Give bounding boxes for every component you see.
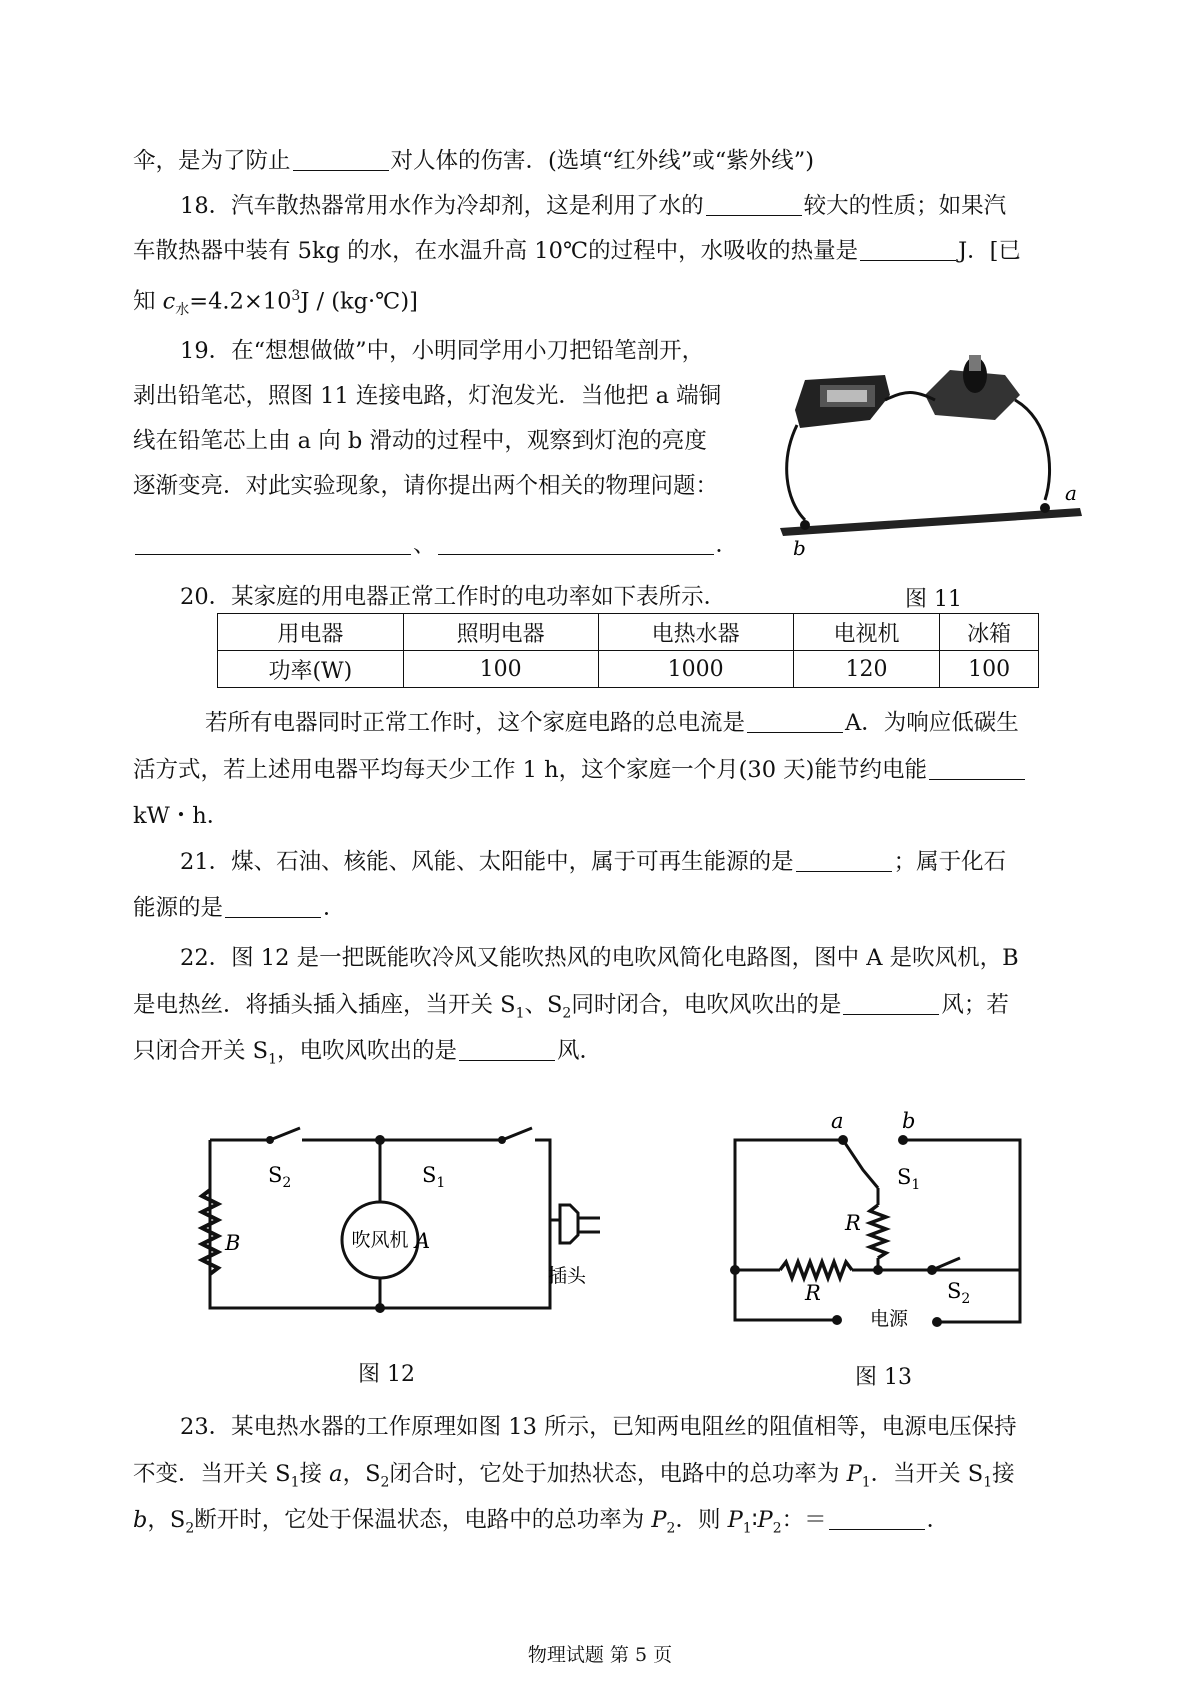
q22-line-2: 是电热丝．将插头插入插座，当开关 $S_1$、$S_2$同时闭合，电吹风吹出的是 风；若 [133, 992, 1009, 1022]
plug-label: 插头 [548, 1265, 587, 1287]
q23-line-1: 23．某电热水器的工作原理如图 13 所示，已知两电阻丝的阻值相等，电源电压保持 [180, 1414, 1017, 1440]
answer-blank[interactable] [706, 193, 802, 216]
q20-line-3: kW・h． [133, 803, 230, 829]
label-A: A [415, 1229, 431, 1253]
q19-line-3: 线在铅笔芯上由 a 向 b 滑动的过程中，观察到灯泡的亮度 [133, 428, 707, 454]
label-s1: $S_1$ [422, 1163, 446, 1191]
q21-line-1: 21．煤、石油、核能、风能、太阳能中，属于可再生能源的是 ；属于化石 [180, 849, 1007, 875]
fig13-caption: 图 13 [855, 1365, 912, 1390]
q23-line-3: b，$S_2$断开时，它处于保温状态，电路中的总功率为 $P_2$．则 $P_1∶P_2$：＝ ． [133, 1507, 950, 1537]
q20-intro: 20．某家庭的用电器正常工作时的电功率如下表所示． [180, 584, 727, 610]
answer-blank[interactable] [225, 895, 321, 918]
battery-icon [795, 375, 890, 428]
figure-12 [190, 1110, 630, 1350]
resistor-r2 [780, 1262, 852, 1278]
power-source-label: 电源 [870, 1308, 909, 1330]
resistor-r1 [870, 1205, 886, 1258]
q22-line-3: 只闭合开关 $S_1$，电吹风吹出的是 风． [133, 1038, 603, 1068]
lamp-holder-icon [925, 355, 1020, 420]
q19-line-5: 、 ． [133, 530, 1073, 560]
power-table [217, 613, 1039, 688]
table-cell: 1000 [598, 651, 793, 688]
label-s1: $S_1$ [897, 1165, 921, 1193]
q18-line-3: 知 $c_水=4.2\times 10^3J$ / (kg·℃)] [133, 288, 418, 318]
label-s2: $S_2$ [268, 1163, 292, 1191]
blower-label: 吹风机 [351, 1229, 409, 1251]
q18-line-2: 车散热器中装有 5kg 的水，在水温升高 10℃的过程中，水吸收的热量是 J．[已 [133, 238, 1021, 264]
switch-s1-blade [843, 1140, 878, 1188]
q17-line: 伞，是为了防止 对人体的伤害．(选填“红外线”或“紫外线”) [133, 148, 815, 174]
answer-blank[interactable] [929, 757, 1025, 780]
table-cell: 100 [940, 651, 1039, 688]
label-a: a [1065, 481, 1077, 505]
answer-blank[interactable] [747, 710, 843, 733]
answer-blank[interactable] [829, 1507, 925, 1530]
answer-blank[interactable] [860, 238, 956, 261]
q19-line-1: 19．在“想想做做”中，小明同学用小刀把铅笔剖开， [180, 338, 705, 364]
answer-blank[interactable] [293, 148, 389, 171]
label-s2: $S_2$ [947, 1279, 971, 1307]
table-row [218, 651, 1039, 688]
answer-blank[interactable] [796, 849, 892, 872]
table-cell: 100 [403, 651, 598, 688]
answer-blank[interactable] [438, 532, 714, 555]
q22-line-1: 22．图 12 是一把既能吹冷风又能吹热风的电吹风简化电路图，图中 A 是吹风机，B [180, 945, 1019, 971]
q18-line-1: 18．汽车散热器常用水作为冷却剂，这是利用了水的 较大的性质；如果汽 [180, 193, 1007, 219]
q21-line-2: 能源的是 ． [133, 895, 346, 921]
fig12-caption: 图 12 [358, 1362, 415, 1387]
label-r1: R [845, 1211, 861, 1235]
page-footer: 物理试题 第 5 页 [527, 1644, 673, 1666]
table-cell: 电视机 [793, 614, 940, 651]
table-cell: 用电器 [218, 614, 404, 651]
label-b: b [793, 536, 806, 560]
fig11-caption: 图 11 [905, 587, 962, 612]
table-cell: 功率(W) [218, 651, 404, 688]
table-cell: 电热水器 [598, 614, 793, 651]
answer-blank[interactable] [459, 1038, 555, 1061]
switch-s1-blade [502, 1128, 532, 1140]
table-cell: 照明电器 [403, 614, 598, 651]
table-cell: 冰箱 [940, 614, 1039, 651]
table-header-row [218, 614, 1039, 651]
q19-line-2: 剥出铅笔芯，照图 11 连接电路，灯泡发光．当他把 a 端铜 [133, 383, 722, 409]
q20-line-1: 若所有电器同时正常工作时，这个家庭电路的总电流是 A．为响应低碳生 [205, 710, 1019, 736]
q19-line-4: 逐渐变亮．对此实验现象，请你提出两个相关的物理问题： [133, 473, 719, 499]
label-a: a [831, 1109, 844, 1133]
switch-s2-blade [270, 1128, 300, 1140]
label-b: b [902, 1109, 916, 1133]
answer-blank[interactable] [843, 992, 939, 1015]
q23-line-2: 不变．当开关 $S_1$接 a，$S_2$闭合时，它处于加热状态，电路中的总功率为 $P_1$．当开关 $S_1$接 [133, 1461, 1015, 1491]
label-r2: R [805, 1281, 821, 1305]
q20-line-2: 活方式，若上述用电器平均每天少工作 1 h，这个家庭一个月(30 天)能节约电能 [133, 755, 1073, 785]
figure-13 [725, 1100, 1045, 1350]
label-B: B [225, 1231, 241, 1255]
answer-blank[interactable] [135, 532, 411, 555]
table-cell: 120 [793, 651, 940, 688]
figure-11 [775, 350, 1085, 575]
